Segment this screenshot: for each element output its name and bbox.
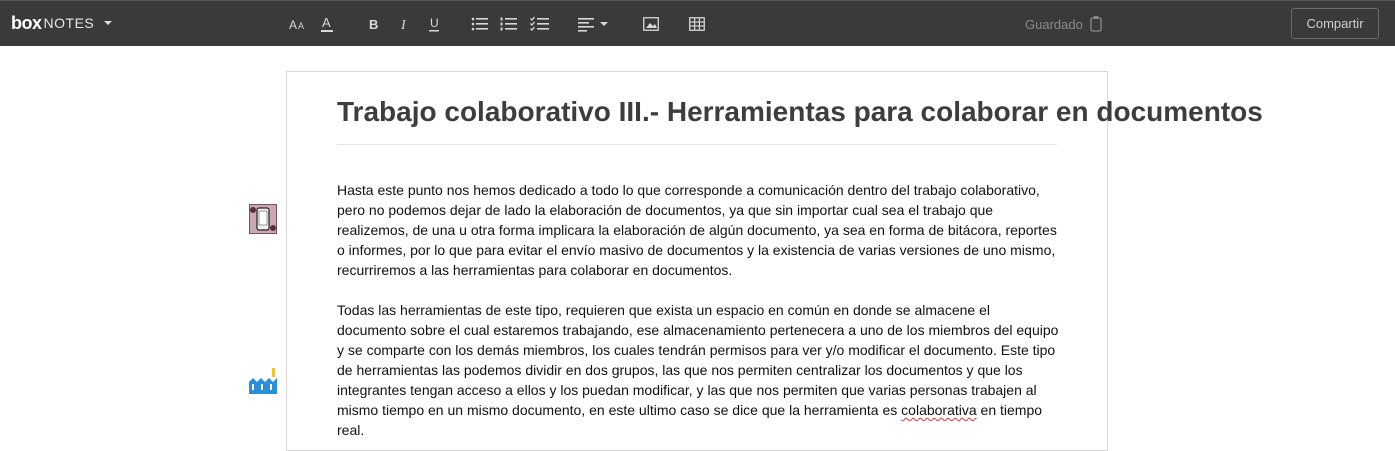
paragraph-2[interactable] bbox=[337, 300, 1062, 440]
font-color-icon[interactable] bbox=[318, 14, 336, 34]
svg-text:I: I bbox=[401, 18, 406, 33]
clipboard-icon bbox=[1089, 15, 1103, 33]
image-icon[interactable] bbox=[642, 14, 660, 34]
save-status-label: Guardado bbox=[1025, 16, 1083, 32]
table-icon[interactable] bbox=[688, 14, 706, 34]
notes-logo-text: NOTES bbox=[43, 15, 95, 31]
underline-icon[interactable] bbox=[426, 14, 442, 34]
align-icon[interactable] bbox=[578, 14, 610, 34]
paragraph-2-text: Todas las herramientas de este tipo, requieren que exista un espacio en común en donde se almacene el documento sobre el cual estaremos trabajando, ese almacenamiento pertenecera a uno de los miembros del equipo y se comparte con los demás miembros, los cuales tendrán permisos para ver y/o modificar el documento. Este tipo de herramientas las podemos dividir en dos grupos, las que nos permiten centralizar los documentos y que los integrantes tengan acceso a ellos y los puedan modificar, y las que nos permiten que varias personas trabajen al mismo tiempo en un mismo documento, en este ultimo caso se dice que la herramienta es bbox=[337, 302, 1059, 418]
title-divider bbox=[337, 144, 1057, 145]
svg-text:A: A bbox=[298, 21, 305, 31]
paragraph-1[interactable]: Hasta este punto nos hemos dedicado a todo lo que corresponde a comunicación dentro del trabajo colaborativo, pero no podemos dejar de lado la elaboración de documentos, ya que sin importar cual sea el trabajo que realizemos, de una u otra forma implicara la elaboración de algún documento, ya sea en forma de bitácora, reportes o informes, por lo que para evitar el envío masivo de documentos y la existencia de varias versiones de uno mismo, recurriremos a las herramientas para colaborar en documentos. bbox=[337, 182, 1057, 278]
paragraph-2-ending: en tiempo real. bbox=[337, 402, 1043, 438]
note-page[interactable] bbox=[286, 71, 1263, 451]
box-logo: box bbox=[11, 13, 42, 33]
avatar[interactable] bbox=[249, 368, 277, 398]
chevron-down-icon[interactable] bbox=[104, 21, 112, 25]
numbered-list-icon[interactable] bbox=[500, 14, 518, 34]
bold-icon[interactable] bbox=[366, 14, 382, 34]
svg-text:B: B bbox=[369, 17, 379, 32]
font-size-icon[interactable] bbox=[288, 14, 308, 34]
box-notes-menu[interactable] bbox=[11, 13, 112, 33]
top-toolbar bbox=[0, 0, 1395, 46]
misspelled-word[interactable]: colaborativa bbox=[901, 402, 977, 418]
checklist-icon[interactable] bbox=[530, 14, 550, 34]
svg-text:U: U bbox=[430, 16, 439, 30]
svg-text:A: A bbox=[322, 15, 331, 30]
italic-icon[interactable] bbox=[396, 14, 412, 34]
svg-text:A: A bbox=[289, 18, 298, 32]
bulleted-list-icon[interactable] bbox=[471, 14, 489, 34]
avatar[interactable] bbox=[249, 204, 277, 234]
save-status bbox=[1025, 15, 1103, 33]
page-title[interactable]: Trabajo colaborativo III.- Herramientas para colaborar en documentos bbox=[337, 96, 1263, 127]
share-button[interactable]: Compartir bbox=[1291, 8, 1379, 39]
